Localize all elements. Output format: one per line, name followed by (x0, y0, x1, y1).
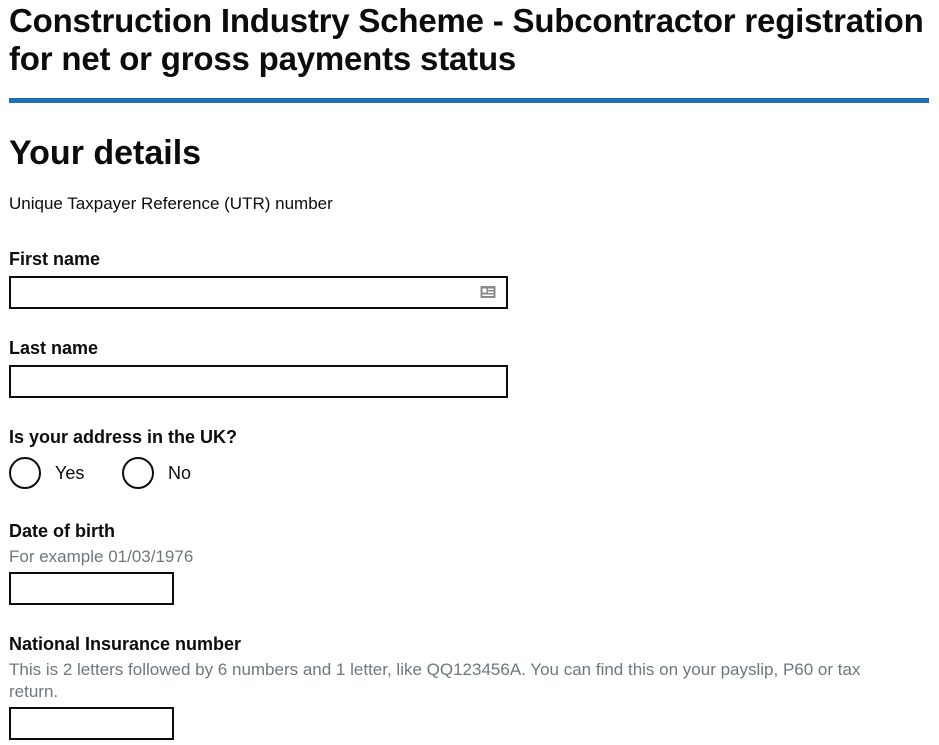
radio-no-button[interactable] (122, 457, 154, 489)
last-name-label: Last name (9, 338, 99, 358)
radio-no-label[interactable]: No (168, 463, 192, 483)
section-heading: Your details (9, 134, 202, 172)
page-title: Construction Industry Scheme - Subcontractor registration for net or gross payments status (9, 2, 924, 77)
nino-input[interactable] (9, 707, 174, 740)
nino-label: National Insurance number (9, 634, 242, 654)
radio-option-yes[interactable] (9, 455, 84, 491)
dob-hint: For example 01/03/1976 (9, 547, 194, 566)
dob-input[interactable] (9, 572, 174, 605)
title-divider (9, 98, 929, 103)
utr-text: Unique Taxpayer Reference (UTR) number (9, 194, 333, 213)
first-name-label: First name (9, 249, 101, 269)
last-name-input[interactable] (9, 365, 508, 398)
first-name-input[interactable] (9, 276, 508, 309)
nino-hint: This is 2 letters followed by 6 numbers and 1 letter, like QQ123456A. You can find this on your payslip, P60 or tax return. (9, 660, 861, 701)
radio-option-no[interactable] (122, 455, 191, 491)
contact-card-icon[interactable] (480, 285, 496, 299)
address-uk-label: Is your address in the UK? (9, 427, 238, 447)
radio-yes-label[interactable]: Yes (55, 463, 85, 483)
radio-yes-button[interactable] (9, 457, 41, 489)
dob-label: Date of birth (9, 521, 115, 541)
